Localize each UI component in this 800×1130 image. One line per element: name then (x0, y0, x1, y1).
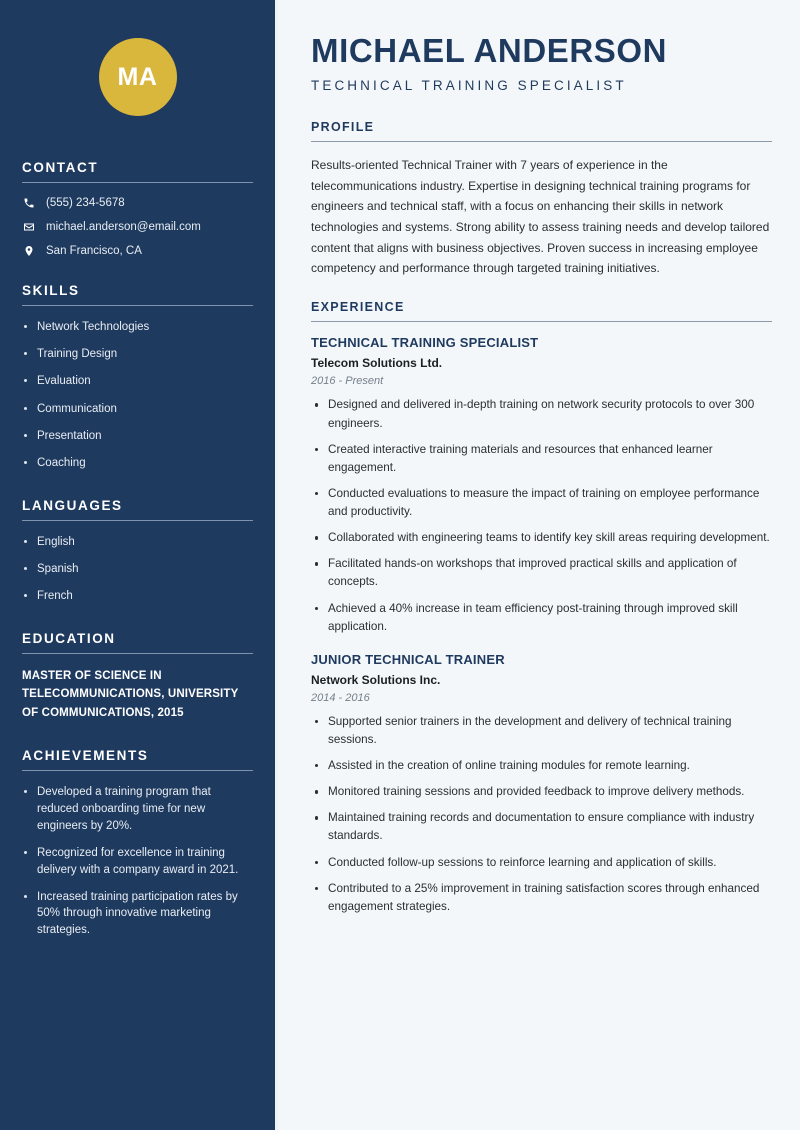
main-content (278, 0, 800, 1130)
experience-job-title: JUNIOR TECHNICAL TRAINER (311, 651, 505, 667)
contact-phone-value: (555) 234-5678 (46, 196, 125, 209)
sidebar-section-achievements (22, 748, 253, 938)
experience-dates: 2016 - Present (311, 375, 384, 388)
contact-location-value: San Francisco, CA (46, 244, 142, 257)
list-item: Created interactive training materials and resources that enhanced learner engagement. (311, 441, 772, 477)
sidebar-section-education (22, 631, 253, 723)
list-item: Evaluation (22, 373, 253, 390)
contact-heading: CONTACT (22, 160, 99, 175)
contact-email-value: michael.anderson@email.com (46, 220, 201, 233)
skills-list (22, 319, 253, 472)
education-entry: MASTER OF SCIENCE IN TELECOMMUNICATIONS, UNIVERSITY OF COMMUNICATIONS, 2015 (22, 669, 239, 719)
experience-bullet-list (311, 396, 772, 635)
languages-divider (22, 520, 253, 521)
list-item: Maintained training records and documentation to ensure compliance with industry standards. (311, 809, 772, 845)
experience-divider (311, 321, 772, 323)
list-item: French (22, 588, 253, 605)
sidebar-section-languages (22, 498, 253, 605)
sidebar (0, 0, 278, 1130)
list-item: Developed a training program that reduced onboarding time for new engineers by 20%. (22, 784, 253, 834)
sidebar-section-contact (22, 160, 253, 257)
education-heading: EDUCATION (22, 630, 116, 646)
list-item: Presentation (22, 428, 253, 445)
list-item: Achieved a 40% increase in team efficiency post-training through improved skill application. (311, 600, 772, 636)
achievements-divider (22, 770, 253, 771)
job-subtitle: TECHNICAL TRAINING SPECIALIST (311, 77, 627, 93)
main-section-experience (311, 300, 772, 916)
list-item: Conducted follow-up sessions to reinforce learning and application of skills. (311, 854, 772, 872)
profile-heading: PROFILE (311, 119, 375, 134)
list-item: Conducted evaluations to measure the impact of training on employee performance and productivity. (311, 485, 772, 521)
contact-divider (22, 182, 253, 183)
list-item: English (22, 534, 253, 551)
avatar: MA (99, 38, 177, 116)
experience-entry (311, 652, 772, 916)
languages-heading: LANGUAGES (22, 497, 123, 513)
envelope-icon (22, 220, 35, 233)
skills-heading: SKILLS (22, 283, 80, 298)
skills-divider (22, 305, 253, 306)
list-item: Designed and delivered in-depth training on network security protocols to over 300 engineers. (311, 396, 772, 432)
contact-item-location[interactable] (22, 244, 253, 257)
list-item: Monitored training sessions and provided feedback to improve delivery methods. (311, 783, 772, 801)
list-item: Training Design (22, 346, 253, 363)
experience-dates: 2014 - 2016 (311, 691, 370, 704)
list-item: Coaching (22, 455, 253, 472)
list-item: Collaborated with engineering teams to identify key skill areas requiring development. (311, 529, 772, 547)
map-pin-icon (22, 244, 35, 257)
contact-item-phone[interactable] (22, 196, 253, 209)
experience-company: Telecom Solutions Ltd. (311, 356, 443, 371)
sidebar-section-skills (22, 283, 253, 472)
list-item: Recognized for excellence in training delivery with a company award in 2021. (22, 845, 253, 878)
list-item: Communication (22, 401, 253, 418)
list-item: Increased training participation rates by 50% through innovative marketing strategies. (22, 889, 253, 939)
list-item: Network Technologies (22, 319, 253, 336)
experience-job-title: TECHNICAL TRAINING SPECIALIST (311, 335, 539, 351)
achievements-list (22, 784, 253, 938)
profile-divider (311, 141, 772, 143)
contact-item-email[interactable] (22, 220, 253, 233)
phone-icon (22, 196, 35, 209)
profile-text: Results-oriented Technical Trainer with 7 years of experience in the telecommunications industry. Expertise in designing technical training programs for engineers and technical staff, with a focus on enhancing their skills in network technologies and systems. Strong ability to assess training needs and develop tailored content that aligns with business objectives. Proven success in increasing employee competency and performance through targeted training initiatives. (311, 158, 770, 276)
list-item: Spanish (22, 561, 253, 578)
education-divider (22, 653, 253, 654)
list-item: Contributed to a 25% improvement in training satisfaction scores through enhanced engagement strategies. (311, 880, 772, 916)
list-item: Facilitated hands-on workshops that improved practical skills and application of concepts. (311, 555, 772, 591)
list-item: Assisted in the creation of online training modules for remote learning. (311, 757, 772, 775)
experience-bullet-list (311, 713, 772, 916)
avatar-container (22, 0, 253, 160)
achievements-heading: ACHIEVEMENTS (22, 748, 149, 764)
main-section-profile (311, 120, 772, 279)
languages-list (22, 534, 253, 605)
experience-company: Network Solutions Inc. (311, 672, 441, 687)
page-title: MICHAEL ANDERSON (311, 32, 668, 69)
experience-entry (311, 335, 772, 635)
list-item: Supported senior trainers in the development and delivery of technical training sessions. (311, 713, 772, 749)
experience-heading: EXPERIENCE (311, 299, 405, 314)
